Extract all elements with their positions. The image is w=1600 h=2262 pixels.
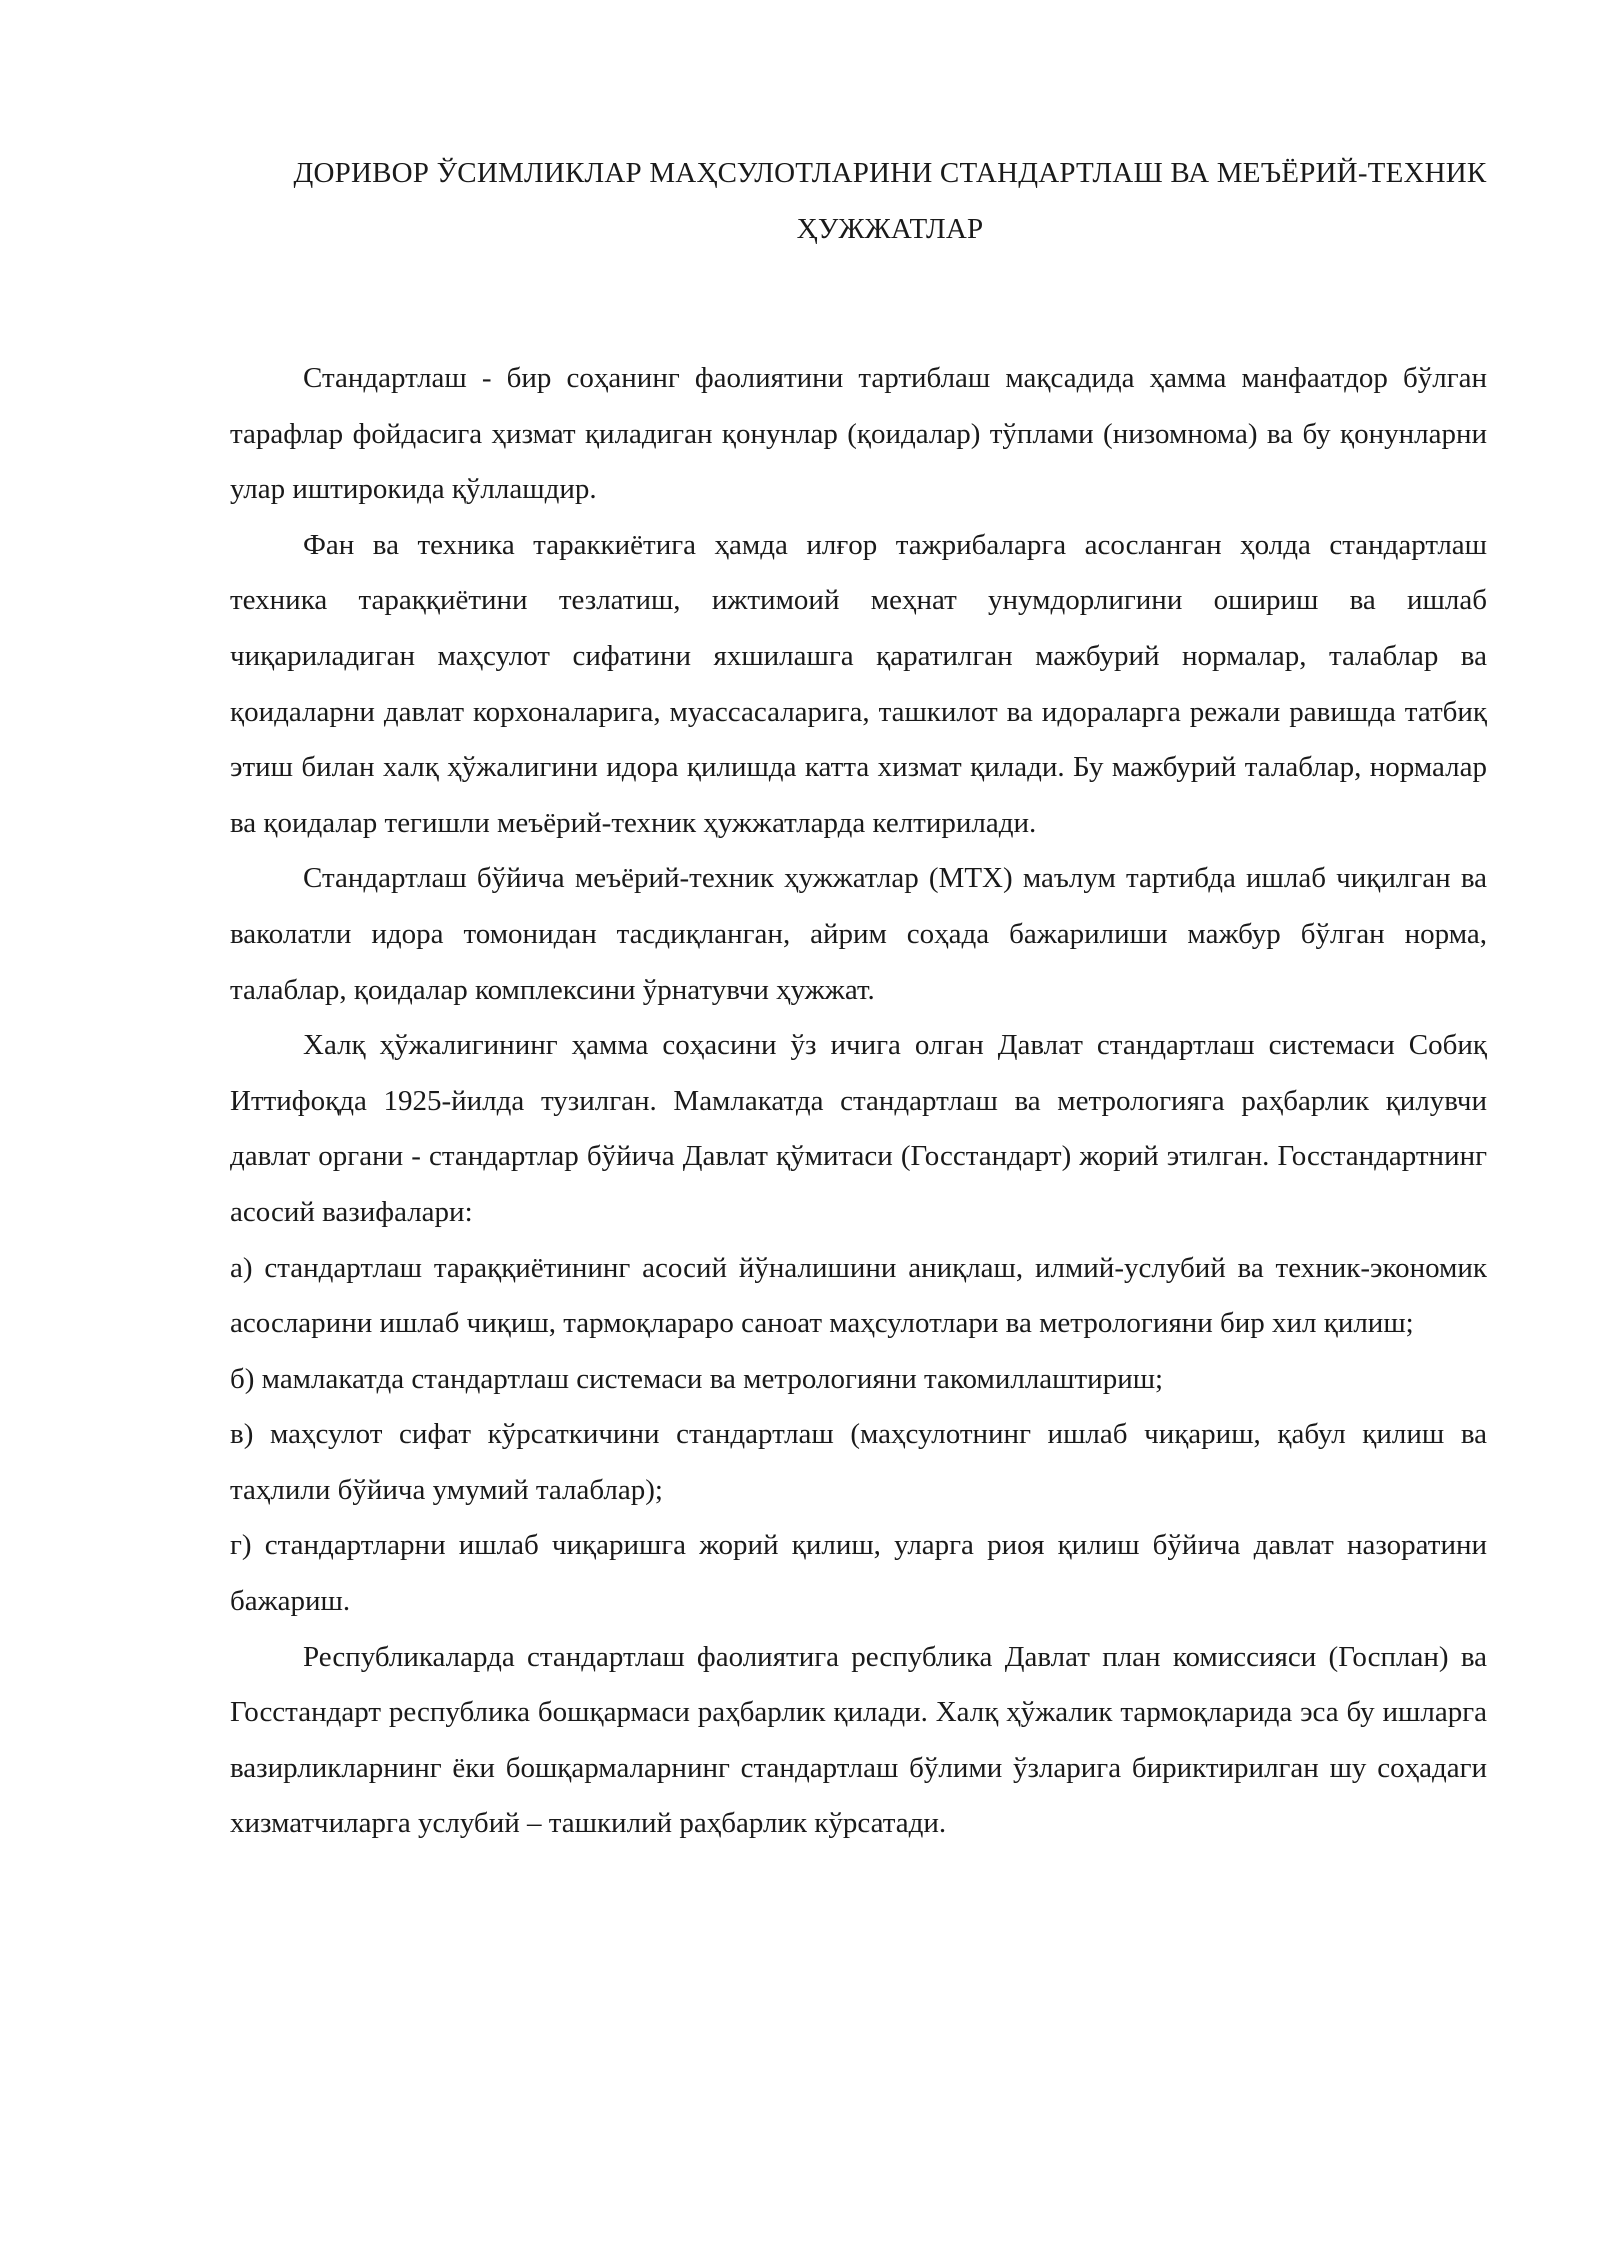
- document-title: ДОРИВОР ЎСИМЛИКЛАР МАҲСУЛОТЛАРИНИ СТАНДАРТЛАШ ВА МЕЪЁРИЙ-ТЕХНИК ҲУЖЖАТЛАР: [293, 157, 1487, 245]
- list-item-v: в) маҳсулот сифат кўрсаткичини стандартлаш (маҳсулотнинг ишлаб чиқариш, қабул қилиш ва таҳлили бўйича умумий талаблар);: [230, 1418, 1487, 1506]
- paragraph-science-technology: Фан ва техника тараккиётига ҳамда илғор тажрибаларга асосланган ҳолда стандартлаш техника тараққиётини тезлатиш, ижтимоий меҳнат унумдорлигини ошириш ва ишлаб чиқариладиган маҳсулот сифатини яхшилашга қаратилган мажбурий нормалар, талаблар ва қоидаларни давлат корхоналарига, муассасаларига, ташкилот ва идораларга режали равишда татбиқ этиш билан халқ ҳўжалигини идора қилишда катта хизмат қилади. Бу мажбурий талаблар, нормалар ва қоидалар тегишли меъёрий-техник ҳужжатларда келтирилади.: [230, 528, 1487, 839]
- document-body: [230, 351, 1487, 1852]
- list-item-g: г) стандартларни ишлаб чиқаришга жорий қилиш, уларга риоя қилиш бўйича давлат назоратини бажариш.: [230, 1529, 1487, 1618]
- paragraph-republics: Республикаларда стандартлаш фаолиятига республика Давлат план комиссияси (Госплан) ва Госстандарт республика бошқармаси раҳбарлик қилади. Халқ ҳўжалик тармоқларида эса бу ишларга вазирликларнинг ёки бошқармаларнинг стандартлаш бўлими ўзларига бириктирилган шу соҳадаги хизматчиларга услубий – ташкилий раҳбарлик кўрсатади.: [230, 1640, 1487, 1840]
- paragraph-standardization-definition: Стандартлаш - бир соҳанинг фаолиятини тартиблаш мақсадида ҳамма манфаатдор бўлган тарафлар фойдасига ҳизмат қиладиган қонунлар (қоидалар) тўплами (низомнома) ва бу қонунларни улар иштирокида қўллашдир.: [230, 362, 1487, 506]
- paragraph-state-system: Халқ ҳўжалигининг ҳамма соҳасини ўз ичига олган Давлат стандартлаш системаси Собиқ Иттифоқда 1925-йилда тузилган. Мамлакатда стандартлаш ва метрологияга раҳбарлик қилувчи давлат органи - стандартлар бўйича Давлат қўмитаси (Госстандарт) жорий этилган. Госстандартнинг асосий вазифалари:: [230, 1029, 1487, 1228]
- list-item-a: а) стандартлаш тараққиётининг асосий йўналишини аниқлаш, илмий-услубий ва техник-экономик асосларини ишлаб чиқиш, тармоқлараро саноат маҳсулотлари ва метрологияни бир хил қилиш;: [230, 1251, 1487, 1340]
- list-item-b: б) мамлакатда стандартлаш системаси ва метрологияни такомиллаштириш;: [230, 1362, 1164, 1395]
- paragraph-mtx-definition: Стандартлаш бўйича меъёрий-техник ҳужжатлар (МТХ) маълум тартибда ишлаб чиқилган ва ваколатли идора томонидан тасдиқланган, айрим соҳада бажарилиши мажбур бўлган норма, талаблар, қоидалар комплексини ўрнатувчи ҳужжат.: [230, 862, 1487, 1006]
